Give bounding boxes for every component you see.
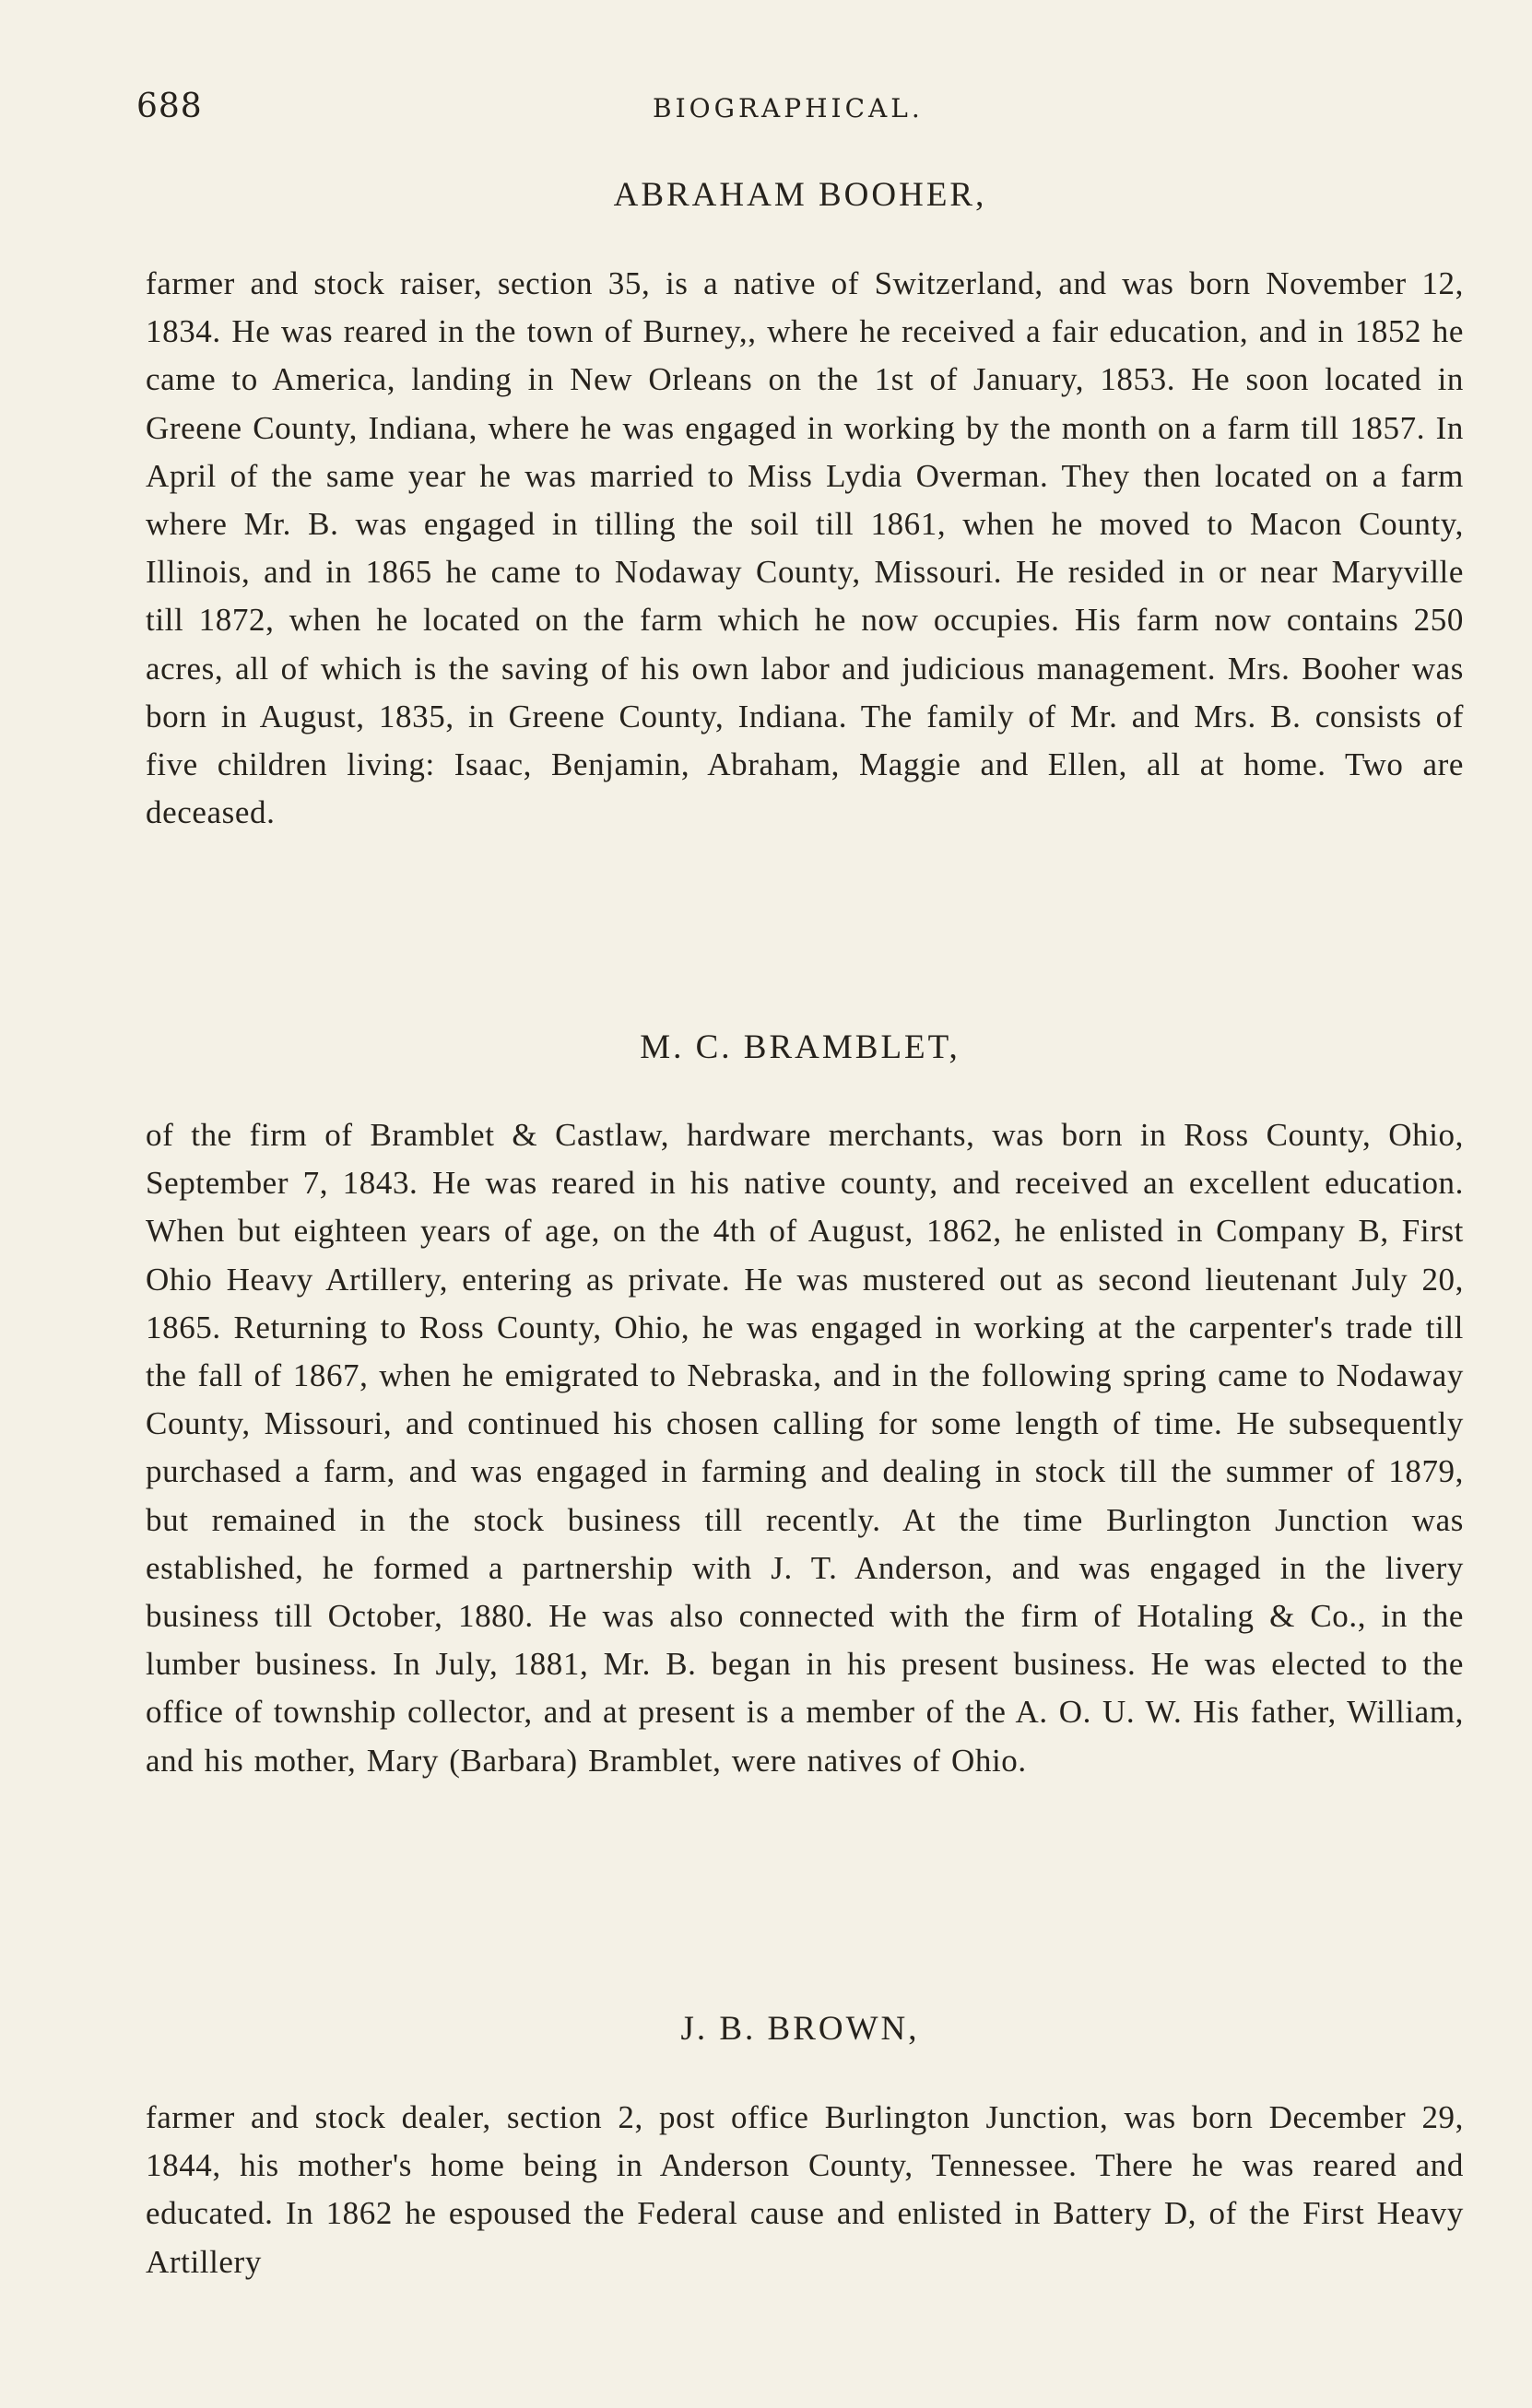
entry-heading-bramblet: M. C. BRAMBLET,: [640, 1028, 960, 1066]
entry-text-booher: farmer and stock raiser, section 35, is a native of Switzerland, and was born November 12, 1834. He was reared in the town of Burney,, where he received a fair education, and in 1852 he came to America, landing in New Orleans on the 1st of January, 1853. He soon located in Greene County, Indiana, where he was engaged in working by the month on a farm till 1857. In April of the same year he was married to Miss Lydia Overman. They then located on a farm where Mr. B. was engaged in tilling the soil till 1861, when he moved to Macon County, Illinois, and in 1865 he came to Nodaway County, Missouri. He resided in or near Maryville till 1872, when he located on the farm which he now occupies. His farm now contains 250 acres, all of which is the saving of his own labor and judicious management. Mrs. Booher was born in August, 1835, in Greene County, Indiana. The family of Mr. and Mrs. B. consists of five children living: Isaac, Benjamin, Abraham, Maggie and Ellen, all at home. Two are deceased.: [146, 265, 1464, 831]
running-head: [136, 88, 1464, 132]
entry-heading-booher: ABRAHAM BOOHER,: [613, 176, 987, 214]
entry-text-bramblet: of the firm of Bramblet & Castlaw, hardware merchants, was born in Ross County, Ohio, September 7, 1843. He was reared in his native county, and received an excellent education. When but eighteen years of age, on the 4th of August, 1862, he enlisted in Company B, First Ohio Heavy Artillery, entering as private. He was mustered out as second lieutenant July 20, 1865. Returning to Ross County, Ohio, he was engaged in working at the carpenter's trade till the fall of 1867, when he emigrated to Nebraska, and in the following spring came to Nodaway County, Missouri, and continued his chosen calling for some length of time. He subsequently purchased a farm, and was engaged in farming and dealing in stock till the summer of 1879, but remained in the stock business till recently. At the time Burlington Junction was established, he formed a partnership with J. T. Anderson, and was engaged in the livery business till October, 1880. He was also connected with the firm of Hotaling & Co., in the lumber business. In July, 1881, Mr. B. began in his present business. He was elected to the office of township collector, and at present is a member of the A. O. U. W. His father, William, and his mother, Mary (Barbara) Bramblet, were natives of Ohio.: [146, 1117, 1464, 1779]
entry-text-brown: farmer and stock dealer, section 2, post office Burlington Junction, was born December 29, 1844, his mother's home being in Anderson County, Tennessee. There he was reared and educated. In 1862 he espoused the Federal cause and enlisted in Battery D, of the First Heavy Artillery: [146, 2099, 1464, 2280]
running-title: BIOGRAPHICAL.: [653, 93, 924, 123]
entry-heading-brown: J. B. BROWN,: [680, 2010, 920, 2048]
page-number: 688: [136, 88, 203, 125]
